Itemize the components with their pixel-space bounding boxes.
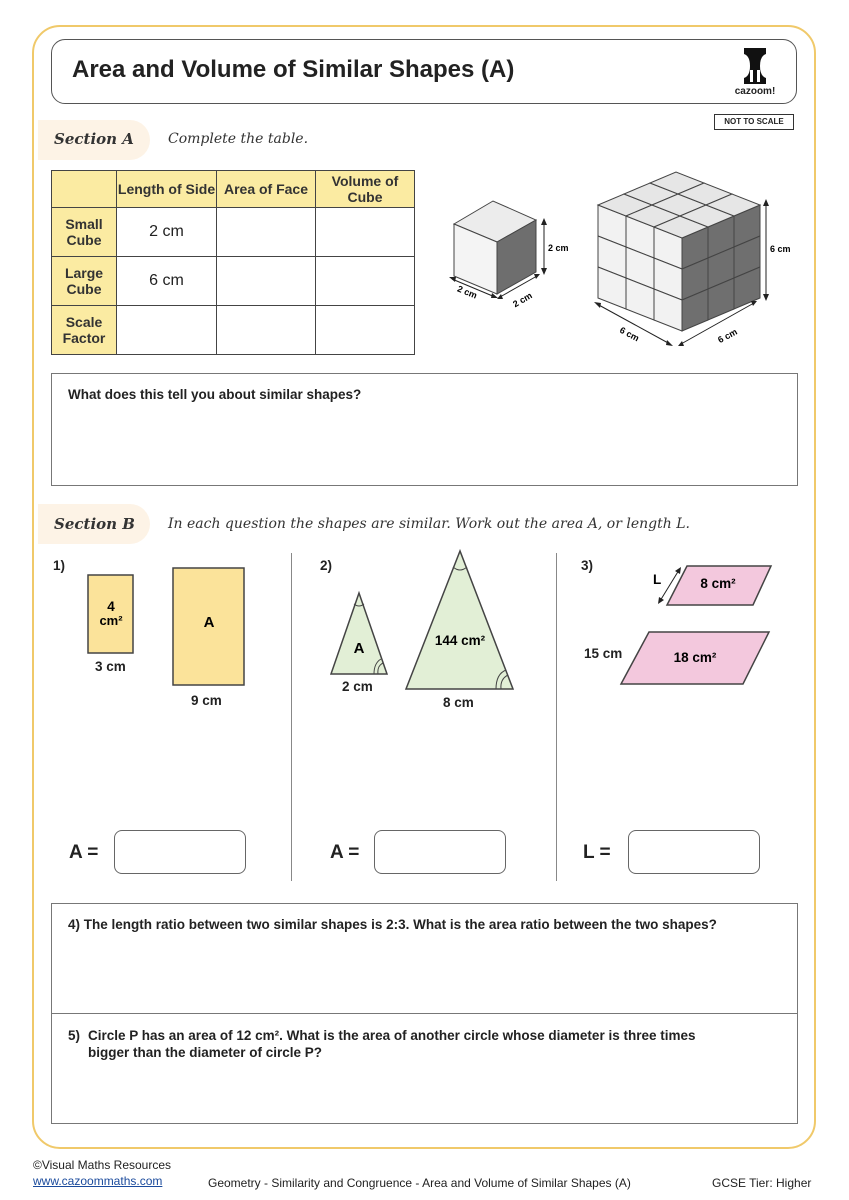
q2-small-base: 2 cm bbox=[342, 679, 373, 694]
cell-scale-length[interactable] bbox=[117, 306, 217, 355]
large-cube-diagram bbox=[585, 150, 800, 350]
small-cube-depth-label: 2 cm bbox=[455, 283, 479, 301]
q3-small-side-label: L bbox=[653, 572, 662, 587]
large-cube-width-label: 6 cm bbox=[716, 326, 739, 346]
q1-large-width: 9 cm bbox=[191, 693, 222, 708]
q1-small-area-num: 4 bbox=[107, 599, 115, 614]
not-to-scale-label: NOT TO SCALE bbox=[714, 114, 794, 130]
similar-shapes-question: What does this tell you about similar shapes? bbox=[68, 387, 362, 402]
small-cube-width-label: 2 cm bbox=[511, 290, 534, 310]
table-header-length: Length of Side bbox=[117, 171, 217, 208]
cell-small-volume[interactable] bbox=[316, 208, 415, 257]
large-cube-height-label: 6 cm bbox=[770, 244, 791, 254]
section-b-label: Section B bbox=[54, 515, 135, 533]
q1-small-area-unit: cm² bbox=[99, 613, 123, 628]
table-header-area: Area of Face bbox=[217, 171, 316, 208]
q2-triangles-diagram bbox=[325, 545, 525, 695]
q2-large-base: 8 cm bbox=[443, 695, 474, 710]
q3-answer-label: L = bbox=[583, 842, 611, 863]
cell-scale-volume[interactable] bbox=[316, 306, 415, 355]
q1-large-area-label: A bbox=[203, 614, 215, 631]
q5-number: 5) bbox=[68, 1028, 81, 1043]
cell-scale-area[interactable] bbox=[217, 306, 316, 355]
q2-large-triangle bbox=[406, 551, 513, 689]
q3-small-area-label: 8 cm² bbox=[700, 576, 736, 591]
q4-question: 4) The length ratio between two similar shapes is 2:3. What is the area ratio between the two shapes? bbox=[68, 917, 717, 932]
cell-large-length: 6 cm bbox=[117, 257, 217, 306]
large-cube-depth-label: 6 cm bbox=[618, 324, 641, 344]
q1-number: 1) bbox=[53, 558, 66, 573]
column-divider-1 bbox=[291, 553, 292, 881]
q3-large-area-label: 18 cm² bbox=[673, 650, 717, 665]
q5-question-line1: Circle P has an area of 12 cm². What is the area of another circle whose diameter is three times bbox=[88, 1028, 696, 1043]
section-b-instruction: In each question the shapes are similar. Work out the area A, or length L. bbox=[168, 516, 690, 532]
q5-question-line2: bigger than the diameter of circle P? bbox=[88, 1045, 323, 1060]
footer-copyright: ©Visual Maths Resources bbox=[33, 1158, 172, 1172]
q2-large-area-label: 144 cm² bbox=[434, 633, 486, 648]
column-divider-2 bbox=[556, 553, 557, 881]
q3-number: 3) bbox=[581, 558, 594, 573]
table-header-volume: Volume of Cube bbox=[316, 171, 415, 208]
cube-table bbox=[51, 170, 415, 355]
q1-answer-label: A = bbox=[69, 842, 99, 863]
q2-small-triangle bbox=[331, 593, 387, 674]
cell-small-area[interactable] bbox=[217, 208, 316, 257]
q3-large-side: 15 cm bbox=[584, 646, 623, 661]
small-cube-diagram bbox=[440, 190, 580, 315]
q2-answer-label: A = bbox=[330, 842, 360, 863]
footer-tier: GCSE Tier: Higher bbox=[712, 1176, 812, 1190]
row-label-large-cube: Large Cube bbox=[52, 257, 117, 306]
cell-large-volume[interactable] bbox=[316, 257, 415, 306]
page-title: Area and Volume of Similar Shapes (A) bbox=[72, 56, 515, 83]
q1-answer-field[interactable] bbox=[114, 830, 246, 874]
q2-small-area-label: A bbox=[353, 640, 365, 657]
section-a-label: Section A bbox=[54, 130, 134, 148]
small-cube-height-label: 2 cm bbox=[548, 243, 569, 253]
row-label-scale-factor: Scale Factor bbox=[52, 306, 117, 355]
row-label-small-cube: Small Cube bbox=[52, 208, 117, 257]
logo-text: cazoom! bbox=[734, 86, 776, 97]
table-header-empty bbox=[52, 171, 117, 208]
q2-number: 2) bbox=[320, 558, 333, 573]
q2-answer-field[interactable] bbox=[374, 830, 506, 874]
q1-small-width: 3 cm bbox=[95, 659, 126, 674]
footer-topic: Geometry - Similarity and Congruence - Area and Volume of Similar Shapes (A) bbox=[208, 1176, 631, 1190]
section-a-instruction: Complete the table. bbox=[168, 131, 309, 147]
q3-parallelograms-diagram bbox=[615, 560, 785, 690]
cell-large-area[interactable] bbox=[217, 257, 316, 306]
footer-website-link[interactable]: www.cazoommaths.com bbox=[33, 1174, 163, 1188]
cell-small-length: 2 cm bbox=[117, 208, 217, 257]
q3-answer-field[interactable] bbox=[628, 830, 760, 874]
